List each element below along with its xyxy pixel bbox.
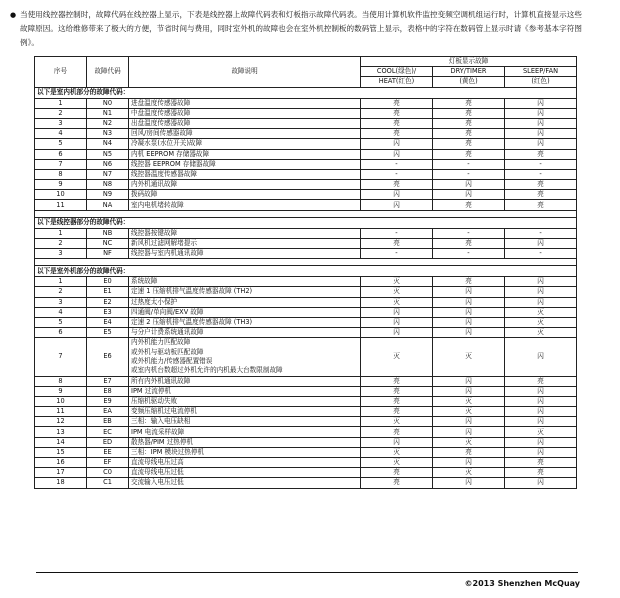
cell-light-dry-timer: 闪	[433, 386, 505, 396]
cell-light-sleep-fan: 亮	[505, 180, 577, 190]
fault-code-table	[34, 56, 577, 489]
cell-light-sleep-fan: 闪	[505, 118, 577, 128]
table-row	[35, 317, 577, 327]
table-row	[35, 249, 577, 259]
cell-light-cool-heat: 亮	[361, 396, 433, 406]
cell-code: N9	[87, 190, 129, 200]
cell-light-sleep-fan: 亮	[505, 149, 577, 159]
cell-light-dry-timer: 闪	[433, 307, 505, 317]
cell-light-cool-heat: -	[361, 159, 433, 169]
cell-code: EC	[87, 427, 129, 437]
cell-code: E5	[87, 328, 129, 338]
cell-no: 15	[35, 447, 87, 457]
cell-light-dry-timer: -	[433, 249, 505, 259]
cell-no: 4	[35, 307, 87, 317]
cell-light-dry-timer: -	[433, 228, 505, 238]
cell-no: 18	[35, 478, 87, 488]
cell-light-cool-heat: 亮	[361, 386, 433, 396]
cell-no: 10	[35, 396, 87, 406]
section-title: 以下是室内机部分的故障代码：	[35, 87, 577, 98]
cell-desc	[129, 338, 361, 376]
cell-no: 3	[35, 118, 87, 128]
cell-desc: 冷凝水泵(水位开关)故障	[129, 139, 361, 149]
cell-light-dry-timer: 闪	[433, 180, 505, 190]
table-row	[35, 338, 577, 376]
cell-light-sleep-fan: 闪	[505, 417, 577, 427]
cell-code: N8	[87, 180, 129, 190]
cell-code: N5	[87, 149, 129, 159]
cell-desc: 新风机过滤网解堵提示	[129, 238, 361, 248]
cell-light-dry-timer: 闪	[433, 376, 505, 386]
cell-code: N3	[87, 129, 129, 139]
cell-desc: IPM 过流停机	[129, 386, 361, 396]
cell-light-cool-heat: 闪	[361, 317, 433, 327]
cell-desc: 线控器按键故障	[129, 228, 361, 238]
table-row	[35, 386, 577, 396]
cell-code: N2	[87, 118, 129, 128]
cell-light-cool-heat: 灭	[361, 458, 433, 468]
cell-desc: 室内电机堵转故障	[129, 200, 361, 210]
cell-light-dry-timer: 灭	[433, 437, 505, 447]
cell-no: 5	[35, 139, 87, 149]
cell-code: N6	[87, 159, 129, 169]
cell-light-sleep-fan: 闪	[505, 338, 577, 376]
header-light-3-line1: SLEEP/FAN	[505, 67, 577, 77]
cell-light-sleep-fan: -	[505, 169, 577, 179]
cell-light-cool-heat: 灭	[361, 277, 433, 287]
cell-light-sleep-fan: 闪	[505, 386, 577, 396]
cell-no: 9	[35, 180, 87, 190]
cell-desc: 线控器 EEPROM 存储器故障	[129, 159, 361, 169]
cell-no: 4	[35, 129, 87, 139]
cell-no: 8	[35, 376, 87, 386]
cell-light-cool-heat: 闪	[361, 149, 433, 159]
cell-light-cool-heat: 闪	[361, 139, 433, 149]
cell-no: 9	[35, 386, 87, 396]
cell-desc: 出盘温度传感器故障	[129, 118, 361, 128]
table-row	[35, 287, 577, 297]
cell-light-cool-heat: 闪	[361, 307, 433, 317]
table-row	[35, 139, 577, 149]
cell-desc: IPM 电流采样故障	[129, 427, 361, 437]
cell-light-dry-timer: 灭	[433, 468, 505, 478]
cell-code: E2	[87, 297, 129, 307]
cell-light-sleep-fan: 闪	[505, 98, 577, 108]
cell-desc: 过热度太小保护	[129, 297, 361, 307]
cell-light-dry-timer: 闪	[433, 297, 505, 307]
cell-code: E1	[87, 287, 129, 297]
cell-no: 6	[35, 149, 87, 159]
cell-code: NB	[87, 228, 129, 238]
cell-light-dry-timer: 亮	[433, 277, 505, 287]
cell-code: EA	[87, 407, 129, 417]
cell-light-sleep-fan: 亮	[505, 468, 577, 478]
cell-light-cool-heat: 灭	[361, 287, 433, 297]
section-spacer	[35, 259, 577, 266]
cell-no: 2	[35, 108, 87, 118]
table-row	[35, 458, 577, 468]
cell-desc: 三相：输入电压缺相	[129, 417, 361, 427]
cell-light-cool-heat: 亮	[361, 98, 433, 108]
table-header-row	[35, 57, 577, 67]
cell-code: E0	[87, 277, 129, 287]
cell-code: E6	[87, 338, 129, 376]
cell-light-cool-heat: 灭	[361, 447, 433, 457]
cell-no: 2	[35, 287, 87, 297]
cell-light-cool-heat: 亮	[361, 407, 433, 417]
cell-no: 1	[35, 228, 87, 238]
cell-no: 16	[35, 458, 87, 468]
cell-desc: 变频压缩机过电流停机	[129, 407, 361, 417]
table-row	[35, 238, 577, 248]
table-row	[35, 169, 577, 179]
cell-light-sleep-fan: 灭	[505, 328, 577, 338]
cell-desc-line: 或外机与驱动板匹配故障	[131, 347, 204, 356]
cell-code: E7	[87, 376, 129, 386]
cell-light-sleep-fan: 闪	[505, 287, 577, 297]
header-lights: 灯板显示故障	[361, 57, 577, 67]
cell-desc: 与分户计费系统通讯故障	[129, 328, 361, 338]
cell-no: 8	[35, 169, 87, 179]
table-row	[35, 228, 577, 238]
cell-light-sleep-fan: 亮	[505, 458, 577, 468]
cell-light-sleep-fan: 闪	[505, 447, 577, 457]
footer-rule	[36, 572, 578, 573]
cell-code: E4	[87, 317, 129, 327]
cell-light-cool-heat: 亮	[361, 118, 433, 128]
cell-code: N0	[87, 98, 129, 108]
cell-light-dry-timer: 亮	[433, 238, 505, 248]
cell-light-dry-timer: 闪	[433, 478, 505, 488]
table-row	[35, 200, 577, 210]
cell-light-cool-heat: 亮	[361, 238, 433, 248]
cell-light-dry-timer: 亮	[433, 118, 505, 128]
table-row	[35, 437, 577, 447]
cell-light-dry-timer: 闪	[433, 417, 505, 427]
cell-light-cool-heat: 灭	[361, 338, 433, 376]
cell-light-dry-timer: 亮	[433, 200, 505, 210]
cell-desc: 三相：IPM 模块过热停机	[129, 447, 361, 457]
table-row	[35, 396, 577, 406]
table-row	[35, 159, 577, 169]
cell-no: 7	[35, 159, 87, 169]
intro-text: 当使用线控器控制时，故障代码在线控器上显示，下表是线控器上故障代码表和灯板指示故障代码表。当使用计算机软件监控变频空调机组运行时，计算机直接显示这些故障原因。这给维修带来了极大的方便，节省时间与费用，同时室外机的故障也会在室外机控制板的数码管上显示，表格中的字符在数码管上显示时请《参考基本字符图例》。	[20, 10, 582, 47]
cell-light-dry-timer: 亮	[433, 129, 505, 139]
cell-no: 7	[35, 338, 87, 376]
cell-code: NC	[87, 238, 129, 248]
cell-desc: 中盘温度传感器故障	[129, 108, 361, 118]
cell-light-dry-timer: 灭	[433, 338, 505, 376]
cell-code: C0	[87, 468, 129, 478]
table-row	[35, 407, 577, 417]
cell-light-sleep-fan: 闪	[505, 108, 577, 118]
cell-light-sleep-fan: 亮	[505, 376, 577, 386]
table-row	[35, 149, 577, 159]
cell-light-cool-heat: -	[361, 228, 433, 238]
cell-no: 1	[35, 277, 87, 287]
cell-desc: 所有内外机通讯故障	[129, 376, 361, 386]
cell-light-dry-timer: 闪	[433, 317, 505, 327]
cell-code: EE	[87, 447, 129, 457]
cell-code: N4	[87, 139, 129, 149]
cell-desc: 散热器/PIM 过热停机	[129, 437, 361, 447]
table-row	[35, 297, 577, 307]
cell-code: NA	[87, 200, 129, 210]
cell-light-sleep-fan: 闪	[505, 478, 577, 488]
cell-light-dry-timer: 闪	[433, 427, 505, 437]
cell-light-cool-heat: 亮	[361, 478, 433, 488]
table-row	[35, 447, 577, 457]
cell-light-cool-heat: 亮	[361, 468, 433, 478]
cell-desc-line: 或外机能力/传感器配置错误	[131, 356, 213, 365]
cell-desc: 回风/房间传感器故障	[129, 129, 361, 139]
cell-code: EB	[87, 417, 129, 427]
cell-light-sleep-fan: 闪	[505, 277, 577, 287]
header-code: 故障代码	[87, 57, 129, 88]
cell-light-cool-heat: 灭	[361, 297, 433, 307]
cell-light-dry-timer: 亮	[433, 108, 505, 118]
cell-desc: 直流母线电压过高	[129, 458, 361, 468]
cell-desc-line: 内外机能力匹配故障	[131, 338, 191, 347]
cell-light-sleep-fan: 闪	[505, 139, 577, 149]
cell-no: 2	[35, 238, 87, 248]
table-row	[35, 417, 577, 427]
header-no: 序号	[35, 57, 87, 88]
header-light-2-line2: (黄色)	[433, 77, 505, 87]
header-light-3-line2: (红色)	[505, 77, 577, 87]
table-row	[35, 108, 577, 118]
cell-desc: 定速 1 压缩机排气温度传感器故障 (TH2)	[129, 287, 361, 297]
cell-light-sleep-fan: 亮	[505, 200, 577, 210]
cell-light-dry-timer: 闪	[433, 190, 505, 200]
cell-light-dry-timer: 灭	[433, 407, 505, 417]
cell-light-sleep-fan: -	[505, 159, 577, 169]
table-row	[35, 478, 577, 488]
cell-light-dry-timer: 闪	[433, 328, 505, 338]
cell-light-dry-timer: -	[433, 169, 505, 179]
table-row	[35, 307, 577, 317]
table-row	[35, 180, 577, 190]
cell-no: 10	[35, 190, 87, 200]
cell-light-dry-timer: 亮	[433, 98, 505, 108]
table-row	[35, 468, 577, 478]
cell-desc: 系统故障	[129, 277, 361, 287]
cell-code: C1	[87, 478, 129, 488]
cell-light-sleep-fan: 闪	[505, 129, 577, 139]
cell-light-cool-heat: 亮	[361, 129, 433, 139]
section-title: 以下是线控器部分的故障代码：	[35, 217, 577, 228]
cell-no: 17	[35, 468, 87, 478]
cell-light-dry-timer: 亮	[433, 447, 505, 457]
cell-light-dry-timer: 闪	[433, 458, 505, 468]
copyright: ©2013 Shenzhen McQuay	[464, 579, 580, 588]
header-light-2-line1: DRY/TIMER	[433, 67, 505, 77]
cell-no: 12	[35, 417, 87, 427]
cell-code: EF	[87, 458, 129, 468]
section-spacer	[35, 210, 577, 217]
table-row	[35, 98, 577, 108]
cell-light-sleep-fan: 闪	[505, 297, 577, 307]
cell-light-sleep-fan: 灭	[505, 317, 577, 327]
cell-no: 6	[35, 328, 87, 338]
cell-no: 1	[35, 98, 87, 108]
cell-no: 13	[35, 427, 87, 437]
cell-code: N1	[87, 108, 129, 118]
cell-desc: 拨码故障	[129, 190, 361, 200]
cell-light-cool-heat: 灭	[361, 417, 433, 427]
cell-desc: 内外机通讯故障	[129, 180, 361, 190]
cell-light-cool-heat: 亮	[361, 427, 433, 437]
cell-light-cool-heat: 闪	[361, 200, 433, 210]
cell-no: 14	[35, 437, 87, 447]
cell-no: 11	[35, 200, 87, 210]
cell-desc-line: 或室内机台数超过外机允许的内机最大台数限制故障	[131, 366, 283, 375]
cell-light-dry-timer: 闪	[433, 287, 505, 297]
cell-light-cool-heat: -	[361, 249, 433, 259]
cell-desc: 直流母线电压过低	[129, 468, 361, 478]
bullet-icon: ●	[10, 11, 17, 19]
cell-desc: 定速 2 压缩机排气温度传感器故障 (TH3)	[129, 317, 361, 327]
cell-light-sleep-fan: 亮	[505, 190, 577, 200]
header-light-1-line2: HEAT(红色)	[361, 77, 433, 87]
cell-code: ED	[87, 437, 129, 447]
cell-desc: 四通阀/单向阀/EXV 故障	[129, 307, 361, 317]
cell-light-sleep-fan: 灭	[505, 427, 577, 437]
table-row	[35, 118, 577, 128]
cell-no: 3	[35, 297, 87, 307]
section-title: 以下是室外机部分的故障代码：	[35, 266, 577, 277]
cell-light-sleep-fan: 灭	[505, 307, 577, 317]
cell-desc: 线控器与室内机通讯故障	[129, 249, 361, 259]
cell-code: E9	[87, 396, 129, 406]
cell-desc: 进盘温度传感器故障	[129, 98, 361, 108]
cell-desc: 内机 EEPROM 存储器故障	[129, 149, 361, 159]
cell-light-cool-heat: 亮	[361, 376, 433, 386]
cell-desc: 压缩机驱动失败	[129, 396, 361, 406]
cell-no: 11	[35, 407, 87, 417]
header-desc: 故障说明	[129, 57, 361, 88]
cell-light-sleep-fan: 闪	[505, 407, 577, 417]
cell-light-dry-timer: 亮	[433, 139, 505, 149]
table-row	[35, 328, 577, 338]
cell-light-dry-timer: -	[433, 159, 505, 169]
table-row	[35, 427, 577, 437]
cell-desc: 线控器温度传感器故障	[129, 169, 361, 179]
cell-light-cool-heat: 闪	[361, 190, 433, 200]
cell-light-dry-timer: 亮	[433, 149, 505, 159]
cell-light-cool-heat: 闪	[361, 328, 433, 338]
cell-light-sleep-fan: -	[505, 228, 577, 238]
cell-light-dry-timer: 灭	[433, 396, 505, 406]
cell-light-sleep-fan: 闪	[505, 396, 577, 406]
cell-code: NF	[87, 249, 129, 259]
cell-code: E3	[87, 307, 129, 317]
cell-code: N7	[87, 169, 129, 179]
cell-desc: 交流输入电压过低	[129, 478, 361, 488]
table-row	[35, 129, 577, 139]
cell-light-cool-heat: 亮	[361, 180, 433, 190]
cell-no: 3	[35, 249, 87, 259]
table-row	[35, 376, 577, 386]
cell-light-cool-heat: 闪	[361, 437, 433, 447]
table-row	[35, 277, 577, 287]
cell-code: E8	[87, 386, 129, 396]
cell-light-cool-heat: -	[361, 169, 433, 179]
cell-light-sleep-fan: 闪	[505, 437, 577, 447]
cell-light-cool-heat: 亮	[361, 108, 433, 118]
cell-no: 5	[35, 317, 87, 327]
intro-paragraph	[10, 8, 582, 50]
header-light-1-line1: COOL(绿色)/	[361, 67, 433, 77]
cell-light-sleep-fan: -	[505, 249, 577, 259]
cell-light-sleep-fan: 闪	[505, 238, 577, 248]
table-row	[35, 190, 577, 200]
